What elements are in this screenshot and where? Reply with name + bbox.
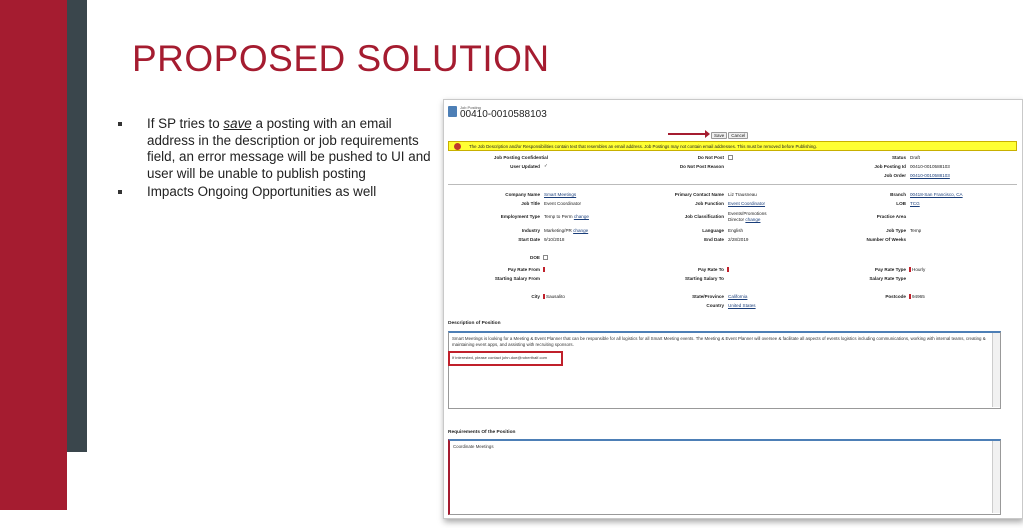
field-label: User Updated bbox=[510, 164, 540, 169]
field-label: Number Of Weeks bbox=[866, 237, 906, 242]
bullet-emphasis: save bbox=[223, 116, 252, 131]
bullet-item bbox=[118, 184, 438, 201]
field-label: Language bbox=[702, 228, 724, 233]
description-section-title: Description of Position bbox=[448, 321, 501, 326]
field-value: Events/Promotions bbox=[728, 211, 767, 216]
field-label: Company Name bbox=[505, 192, 540, 197]
field-label: Employment Type bbox=[500, 214, 540, 219]
field-value: 94965 bbox=[912, 294, 925, 299]
save-button[interactable]: Save bbox=[711, 132, 727, 139]
field-label: Job Title bbox=[521, 201, 540, 206]
field-value: Marketing/PR change bbox=[544, 228, 589, 233]
field-label: Do Not Post bbox=[697, 155, 724, 160]
field-label: Status bbox=[891, 155, 906, 160]
red-accent-bar bbox=[0, 0, 67, 510]
bullet-marker bbox=[118, 190, 122, 194]
cancel-button[interactable]: Cancel bbox=[728, 132, 748, 139]
required-marker bbox=[543, 267, 545, 272]
requirements-section-title: Requirements Of the Position bbox=[448, 430, 516, 435]
description-textarea[interactable] bbox=[448, 331, 1001, 409]
requirements-text: Coordinate Meetings bbox=[453, 444, 494, 449]
branch-link[interactable]: 00418-San Francisco, CA bbox=[910, 192, 963, 197]
field-label: LOB bbox=[896, 201, 906, 206]
field-label: Job Posting Confidential bbox=[493, 155, 548, 160]
field-label: Practice Area bbox=[876, 214, 906, 219]
arrow-annotation bbox=[668, 133, 706, 135]
bullet-text: a posting with an email address in the description or job requirements field, an error message will be pushed to UI and user will be unable to publish posting bbox=[147, 116, 431, 181]
field-label: City bbox=[531, 294, 540, 299]
required-marker bbox=[727, 267, 729, 272]
description-scrollbar[interactable] bbox=[992, 333, 1000, 407]
requirements-textarea[interactable] bbox=[448, 439, 1001, 515]
lob-link[interactable]: TCG bbox=[910, 201, 920, 206]
change-link[interactable]: change bbox=[745, 217, 761, 222]
field-value: Liz Trausneau bbox=[728, 192, 757, 197]
field-value: 2/28/2019 bbox=[728, 237, 749, 242]
field-label: Job Posting Id bbox=[874, 164, 906, 169]
job-order-link[interactable]: 00410-0010588103 bbox=[910, 173, 950, 178]
error-banner bbox=[448, 141, 1017, 151]
field-label: Pay Rate To bbox=[698, 267, 724, 272]
country-link[interactable]: United States bbox=[728, 303, 756, 308]
field-label: Postcode bbox=[885, 294, 906, 299]
doe-checkbox[interactable] bbox=[543, 255, 548, 260]
field-label: Starting Salary To bbox=[685, 276, 724, 281]
state-link[interactable]: California bbox=[728, 294, 748, 299]
field-value: Sausalito bbox=[546, 294, 565, 299]
record-number: 00410-0010588103 bbox=[460, 109, 547, 120]
field-label: Do Not Post Reason bbox=[679, 164, 724, 169]
field-label: Job Classification bbox=[684, 214, 724, 219]
required-marker bbox=[909, 294, 911, 299]
description-text: Smart Meetings is looking for a Meeting & Event Planner that can be responsible for all logistics for all Smart Meeting events. The Meeting & Event Planner will oversee & facilitate all aspects of events logistics including communications, working with internal teams, creating & maintaining event apps, and assisting with recruiting sponsors. bbox=[452, 336, 986, 347]
error-message: The Job Description and/or Responsibilities contain text that resembles an email address. Job Postings may not contain email addresses. This must be removed before Publishing. bbox=[469, 144, 817, 149]
field-label: End Date bbox=[704, 237, 724, 242]
field-label: Branch bbox=[890, 192, 906, 197]
field-value: Draft bbox=[910, 155, 920, 160]
required-marker bbox=[543, 294, 545, 299]
bullet-marker bbox=[118, 122, 122, 126]
field-label: Pay Rate Type bbox=[874, 267, 906, 272]
change-link[interactable]: change bbox=[573, 214, 589, 219]
description-email-line: If interested, please contact john.doe@roberthalf.com bbox=[452, 355, 548, 360]
change-link[interactable]: change bbox=[573, 228, 589, 233]
field-value: Temp bbox=[910, 228, 922, 233]
field-label: Starting Salary From bbox=[494, 276, 540, 281]
field-value: 00410-0010588103 bbox=[910, 164, 950, 169]
requirements-scrollbar[interactable] bbox=[992, 441, 1000, 513]
field-label: Start Date bbox=[518, 237, 540, 242]
field-label: Salary Rate Type bbox=[869, 276, 906, 281]
job-posting-icon bbox=[448, 106, 457, 117]
field-value: Temp to Perm change bbox=[544, 214, 589, 219]
button-bar bbox=[711, 132, 749, 139]
field-label: Industry bbox=[521, 228, 540, 233]
field-label: Country bbox=[706, 303, 724, 308]
dark-accent-bar bbox=[67, 0, 87, 452]
field-value: English bbox=[728, 228, 744, 233]
bullet-list bbox=[118, 116, 438, 203]
bullet-text: If SP tries to bbox=[147, 116, 224, 131]
user-updated-check: ✓ bbox=[544, 163, 548, 168]
company-name-link[interactable]: Smart Meetings bbox=[544, 192, 577, 197]
field-label: Primary Contact Name bbox=[674, 192, 724, 197]
field-value: Director change bbox=[728, 217, 761, 222]
field-label: Pay Rate From bbox=[507, 267, 540, 272]
error-icon bbox=[454, 143, 461, 150]
field-label: Job Function bbox=[695, 201, 724, 206]
field-value: 9/10/2018 bbox=[544, 237, 565, 242]
field-value: Event Coordinator bbox=[544, 201, 582, 206]
email-highlight-box bbox=[448, 351, 563, 366]
job-function-link[interactable]: Event Coordinator bbox=[728, 201, 766, 206]
required-marker bbox=[909, 267, 911, 272]
job-posting-screenshot bbox=[443, 99, 1023, 519]
field-label: State/Province bbox=[692, 294, 724, 299]
field-value: Hourly bbox=[912, 267, 926, 272]
field-label: Job Type bbox=[886, 228, 906, 233]
divider bbox=[448, 184, 1017, 185]
slide-title: PROPOSED SOLUTION bbox=[132, 38, 550, 79]
do-not-post-checkbox[interactable] bbox=[728, 155, 733, 160]
object-label: Job Posting bbox=[460, 105, 481, 110]
bullet-text: Impacts Ongoing Opportunities as well bbox=[147, 184, 377, 199]
field-label: Job Order bbox=[884, 173, 906, 178]
field-label: DOE bbox=[530, 255, 540, 260]
bullet-item bbox=[118, 116, 438, 182]
